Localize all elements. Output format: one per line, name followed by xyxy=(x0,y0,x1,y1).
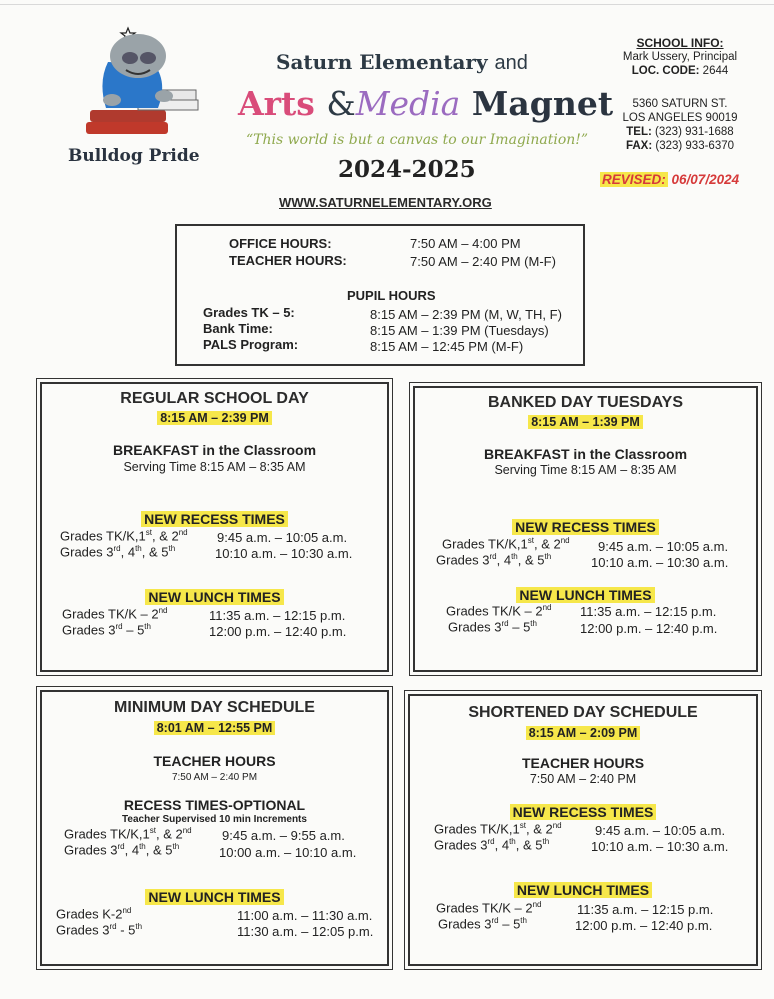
shortened-title: SHORTENED DAY SCHEDULE xyxy=(468,704,698,721)
top-rule xyxy=(0,4,774,5)
minimum-title: MINIMUM DAY SCHEDULE xyxy=(114,699,315,716)
street: 5360 SATURN ST. xyxy=(632,98,728,110)
banked-recess-1-grades: Grades TK/K,1st, & 2nd xyxy=(442,536,570,552)
title-magnet: Magnet xyxy=(471,84,614,123)
title-media: Media xyxy=(355,84,461,123)
bank-time-label: Bank Time: xyxy=(203,321,273,336)
regular-lunch-1-time: 11:35 a.m. – 12:15 p.m. xyxy=(209,608,346,623)
shortened-lunch-1-grades: Grades TK/K – 2nd xyxy=(436,900,542,916)
regular-recess-title: NEW RECESS TIMES xyxy=(141,511,288,527)
shortened-teacher-title: TEACHER HOURS xyxy=(521,755,645,771)
banked-lunch-1-grades: Grades TK/K – 2nd xyxy=(446,603,552,619)
minimum-recess-note: Teacher Supervised 10 min Increments xyxy=(122,814,307,825)
minimum-lunch-2-grades: Grades 3rd - 5th xyxy=(56,922,143,938)
bulldog-pride-text: Bulldog Pride xyxy=(68,146,200,166)
regular-recess-2-grades: Grades 3rd, 4th, & 5th xyxy=(60,544,176,560)
banked-time: 8:15 AM – 1:39 PM xyxy=(528,415,643,429)
school-title xyxy=(276,50,528,75)
title-ampersand: & xyxy=(326,84,356,123)
minimum-teacher-time: 7:50 AM – 2:40 PM xyxy=(171,772,258,783)
regular-lunch-1-grades: Grades TK/K – 2nd xyxy=(62,606,168,622)
school-info xyxy=(612,36,748,78)
grades-time: 8:15 AM – 2:39 PM (M, W, TH, F) xyxy=(370,307,562,322)
minimum-lunch-title: NEW LUNCH TIMES xyxy=(145,889,283,905)
school-info-heading: SCHOOL INFO: xyxy=(636,36,724,50)
shortened-lunch-2-time: 12:00 p.m. – 12:40 p.m. xyxy=(575,918,713,933)
office-hours-label: OFFICE HOURS: xyxy=(229,236,332,251)
banked-lunch-2-time: 12:00 p.m. – 12:40 p.m. xyxy=(580,621,718,636)
title-arts: Arts xyxy=(238,84,315,123)
banked-day-box xyxy=(413,386,758,672)
shortened-recess-1-grades: Grades TK/K,1st, & 2nd xyxy=(434,821,562,837)
regular-recess-1-grades: Grades TK/K,1st, & 2nd xyxy=(60,528,188,544)
hours-box xyxy=(175,224,585,366)
banked-recess-title: NEW RECESS TIMES xyxy=(512,519,659,535)
minimum-recess-1-grades: Grades TK/K,1st, & 2nd xyxy=(64,826,192,842)
shortened-lunch-2-grades: Grades 3rd – 5th xyxy=(438,916,527,932)
shortened-recess-title: NEW RECESS TIMES xyxy=(510,804,657,820)
minimum-lunch-2-time: 11:30 a.m. – 12:05 p.m. xyxy=(237,924,374,939)
banked-recess-1-time: 9:45 a.m. – 10:05 a.m. xyxy=(598,539,729,554)
teacher-hours-time: 7:50 AM – 2:40 PM (M-F) xyxy=(410,254,556,269)
shortened-teacher-time: 7:50 AM – 2:40 PM xyxy=(529,772,637,786)
school-name: Saturn Elementary xyxy=(276,50,488,74)
revised-label: REVISED: xyxy=(602,172,666,187)
minimum-lunch-1-grades: Grades K-2nd xyxy=(56,906,132,922)
shortened-time: 8:15 AM – 2:09 PM xyxy=(526,726,641,740)
regular-lunch-title: NEW LUNCH TIMES xyxy=(145,589,283,605)
regular-recess-2-time: 10:10 a.m. – 10:30 a.m. xyxy=(215,546,353,561)
regular-lunch-2-grades: Grades 3rd – 5th xyxy=(62,622,151,638)
minimum-recess-2-grades: Grades 3rd, 4th, & 5th xyxy=(64,842,180,858)
regular-lunch-2-time: 12:00 p.m. – 12:40 p.m. xyxy=(209,624,347,639)
pals-time: 8:15 AM – 12:45 PM (M-F) xyxy=(370,339,524,354)
banked-lunch-2-grades: Grades 3rd – 5th xyxy=(448,619,537,635)
shortened-lunch-1-time: 11:35 a.m. – 12:15 p.m. xyxy=(577,902,714,917)
regular-time: 8:15 AM – 2:39 PM xyxy=(157,411,272,425)
minimum-recess-2-time: 10:00 a.m. – 10:10 a.m. xyxy=(219,845,357,860)
arts-media-magnet-title xyxy=(238,84,613,123)
tel: TEL: (323) 931-1688 xyxy=(626,126,734,138)
minimum-day-box xyxy=(40,690,389,966)
regular-serving: Serving Time 8:15 AM – 8:35 AM xyxy=(123,460,306,474)
teacher-hours-label: TEACHER HOURS: xyxy=(229,253,347,268)
office-hours-time: 7:50 AM – 4:00 PM xyxy=(410,236,521,251)
loc-code: LOC. CODE: 2644 xyxy=(631,65,729,77)
school-address xyxy=(612,97,748,153)
motto: “This world is but a canvas to our Imagination!” xyxy=(246,132,589,148)
minimum-recess-title: RECESS TIMES-OPTIONAL xyxy=(123,797,306,813)
pals-label: PALS Program: xyxy=(203,337,299,352)
banked-serving: Serving Time 8:15 AM – 8:35 AM xyxy=(494,463,677,477)
banked-breakfast: BREAKFAST in the Classroom xyxy=(483,446,688,462)
fax: FAX: (323) 933-6370 xyxy=(625,140,735,152)
shortened-recess-2-time: 10:10 a.m. – 10:30 a.m. xyxy=(591,839,729,854)
title-and: and xyxy=(494,52,528,74)
shortened-recess-2-grades: Grades 3rd, 4th, & 5th xyxy=(434,837,550,853)
bank-time-value: 8:15 AM – 1:39 PM (Tuesdays) xyxy=(370,323,549,338)
shortened-lunch-title: NEW LUNCH TIMES xyxy=(514,882,652,898)
regular-recess-1-time: 9:45 a.m. – 10:05 a.m. xyxy=(217,530,348,545)
pupil-hours-heading: PUPIL HOURS xyxy=(347,288,436,303)
grades-label: Grades TK – 5: xyxy=(203,305,295,320)
regular-title: REGULAR SCHOOL DAY xyxy=(120,390,309,407)
shortened-day-box xyxy=(408,694,758,966)
bulldog-logo xyxy=(78,22,208,146)
city: LOS ANGELES 90019 xyxy=(622,112,738,124)
banked-recess-2-time: 10:10 a.m. – 10:30 a.m. xyxy=(591,555,729,570)
minimum-time: 8:01 AM – 12:55 PM xyxy=(154,721,276,735)
regular-breakfast: BREAKFAST in the Classroom xyxy=(112,442,317,458)
regular-school-day-box xyxy=(40,382,389,672)
revised-date xyxy=(600,172,739,187)
banked-recess-2-grades: Grades 3rd, 4th, & 5th xyxy=(436,552,552,568)
banked-lunch-1-time: 11:35 a.m. – 12:15 p.m. xyxy=(580,604,717,619)
banked-title: BANKED DAY TUESDAYS xyxy=(487,394,683,411)
school-year: 2024-2025 xyxy=(338,156,476,183)
shortened-recess-1-time: 9:45 a.m. – 10:05 a.m. xyxy=(595,823,726,838)
banked-lunch-title: NEW LUNCH TIMES xyxy=(516,587,654,603)
minimum-recess-1-time: 9:45 a.m. – 9:55 a.m. xyxy=(222,828,345,843)
minimum-lunch-1-time: 11:00 a.m. – 11:30 a.m. xyxy=(237,908,373,923)
principal: Mark Ussery, Principal xyxy=(622,51,738,63)
website-link[interactable]: WWW.SATURNELEMENTARY.ORG xyxy=(279,195,492,210)
revised-value: 06/07/2024 xyxy=(671,172,740,187)
minimum-teacher-title: TEACHER HOURS xyxy=(153,753,276,769)
